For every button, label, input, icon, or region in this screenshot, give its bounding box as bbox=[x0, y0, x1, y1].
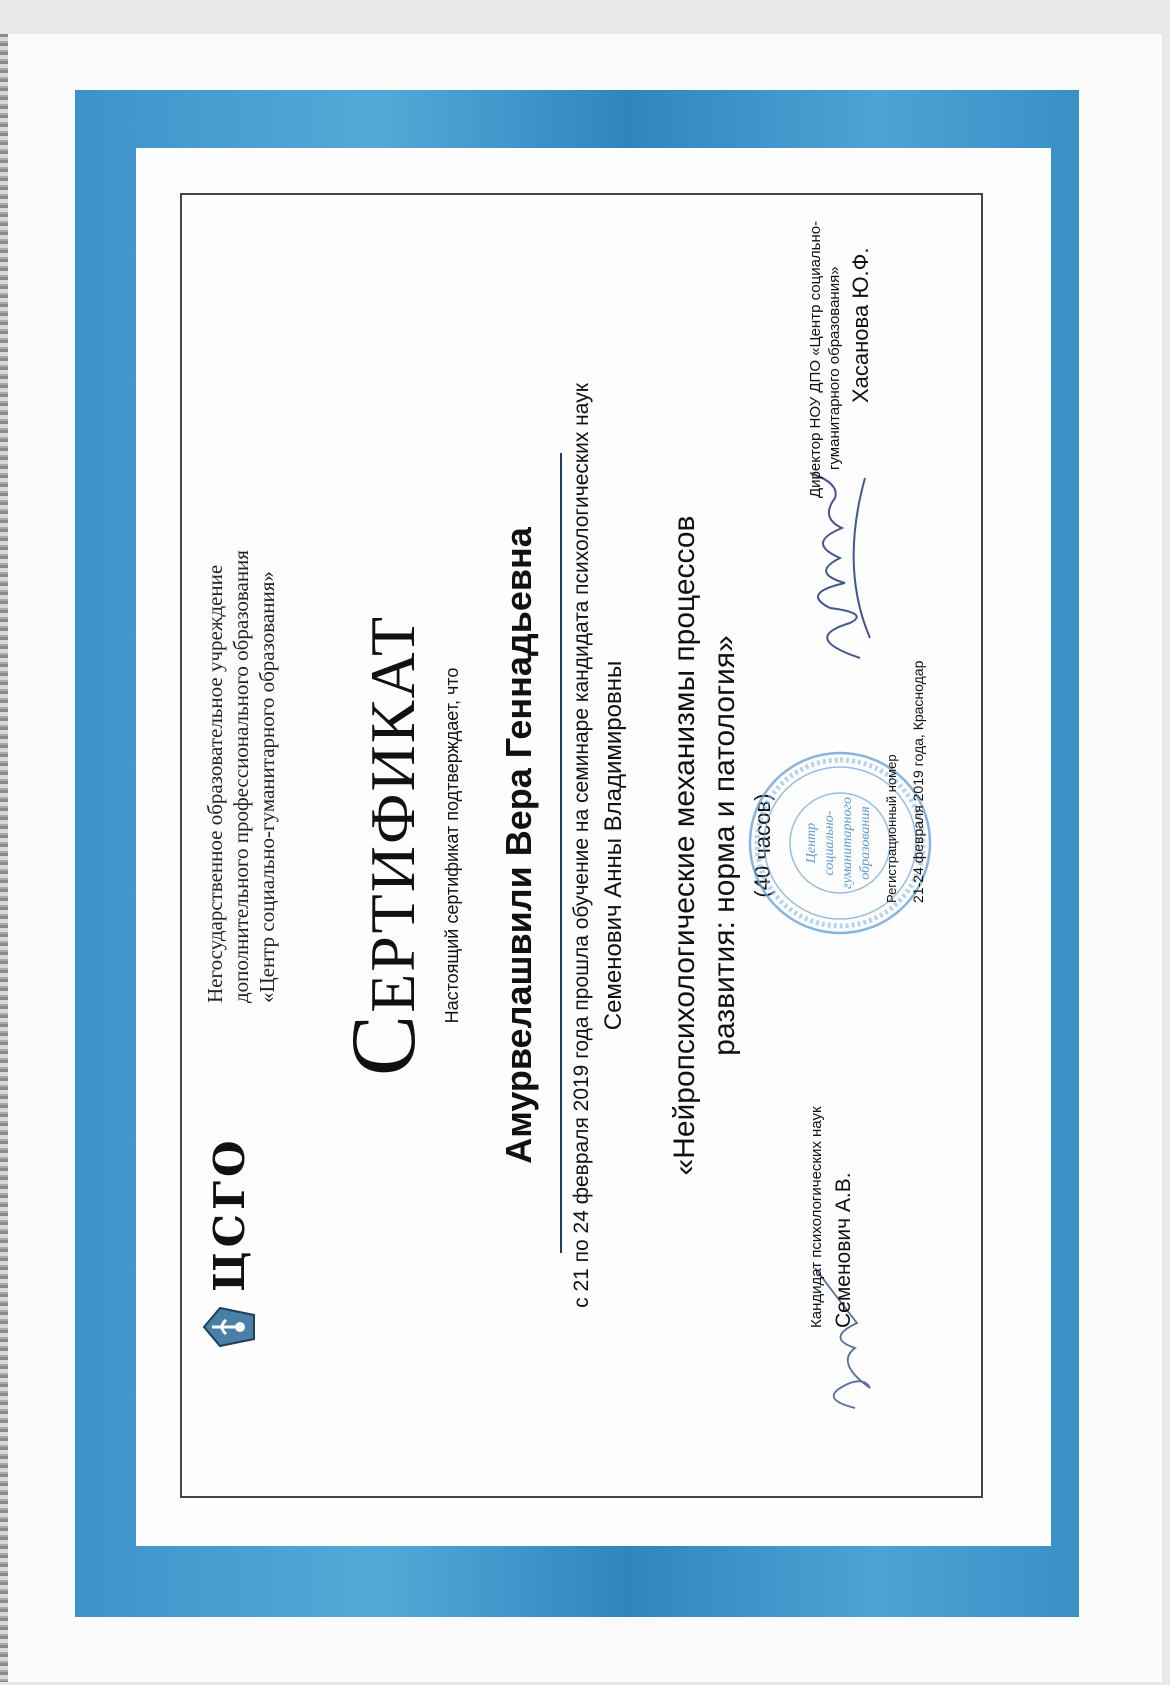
signature-right-name: Хасанова Ю.Ф. bbox=[848, 247, 873, 403]
course-title-line-1: «Нейропсихологические механизмы процессов bbox=[668, 515, 701, 1176]
confirms-text: Настоящий сертификат подтверждает, что bbox=[442, 667, 462, 1024]
divider-line bbox=[560, 453, 562, 1253]
recipient-name: Амурвелашвили Вера Геннадьевна bbox=[498, 527, 539, 1164]
stamp-text-3: гуманитарного bbox=[840, 797, 855, 889]
logo bbox=[202, 1136, 256, 1348]
signature-right-caption bbox=[806, 221, 844, 498]
organization-line-1: Негосударственное образовательное учреждение bbox=[203, 564, 227, 1003]
logo-text: ЦСГО bbox=[204, 1136, 254, 1292]
teacher-name: Семенович Анны Владимировны bbox=[600, 660, 627, 1031]
round-stamp bbox=[745, 748, 935, 938]
signature-right-handwritten bbox=[780, 468, 890, 668]
course-hours: (40 часов) bbox=[750, 793, 775, 898]
organization-line-2: дополнительного профессионального образования bbox=[229, 550, 253, 1003]
signature-right-caption-1: Директор НОУ ДПО «Центр социально- bbox=[807, 220, 824, 498]
registration-caption: Регистрационный номер bbox=[884, 754, 899, 903]
signature-left-caption: Кандидат психологических наук bbox=[808, 1106, 825, 1328]
stamp-text-2: социально- bbox=[822, 810, 837, 876]
stamp-text-1: Центр bbox=[804, 822, 819, 864]
organization-line-3: «Центр социально-гуманитарного образования» bbox=[255, 571, 279, 1003]
stamp-text-4: образования bbox=[858, 806, 873, 880]
organization-name bbox=[202, 443, 280, 1003]
course-title-line-2: развития: норма и патология» bbox=[708, 635, 741, 1056]
certificate-title: Сертификат bbox=[332, 614, 434, 1077]
pen-nib-logo-icon bbox=[202, 1306, 256, 1348]
registration-date-place: 21-24 февраля 2019 года, Краснодар bbox=[910, 660, 926, 903]
certificate-content bbox=[180, 193, 983, 1498]
signature-right-caption-2: гуманитарного образования» bbox=[826, 266, 843, 470]
signature-left-name: Семенович А.В. bbox=[832, 1172, 855, 1328]
training-text: с 21 по 24 февраля 2019 года прошла обучение на семинаре кандидата психологических наук bbox=[570, 383, 593, 1308]
